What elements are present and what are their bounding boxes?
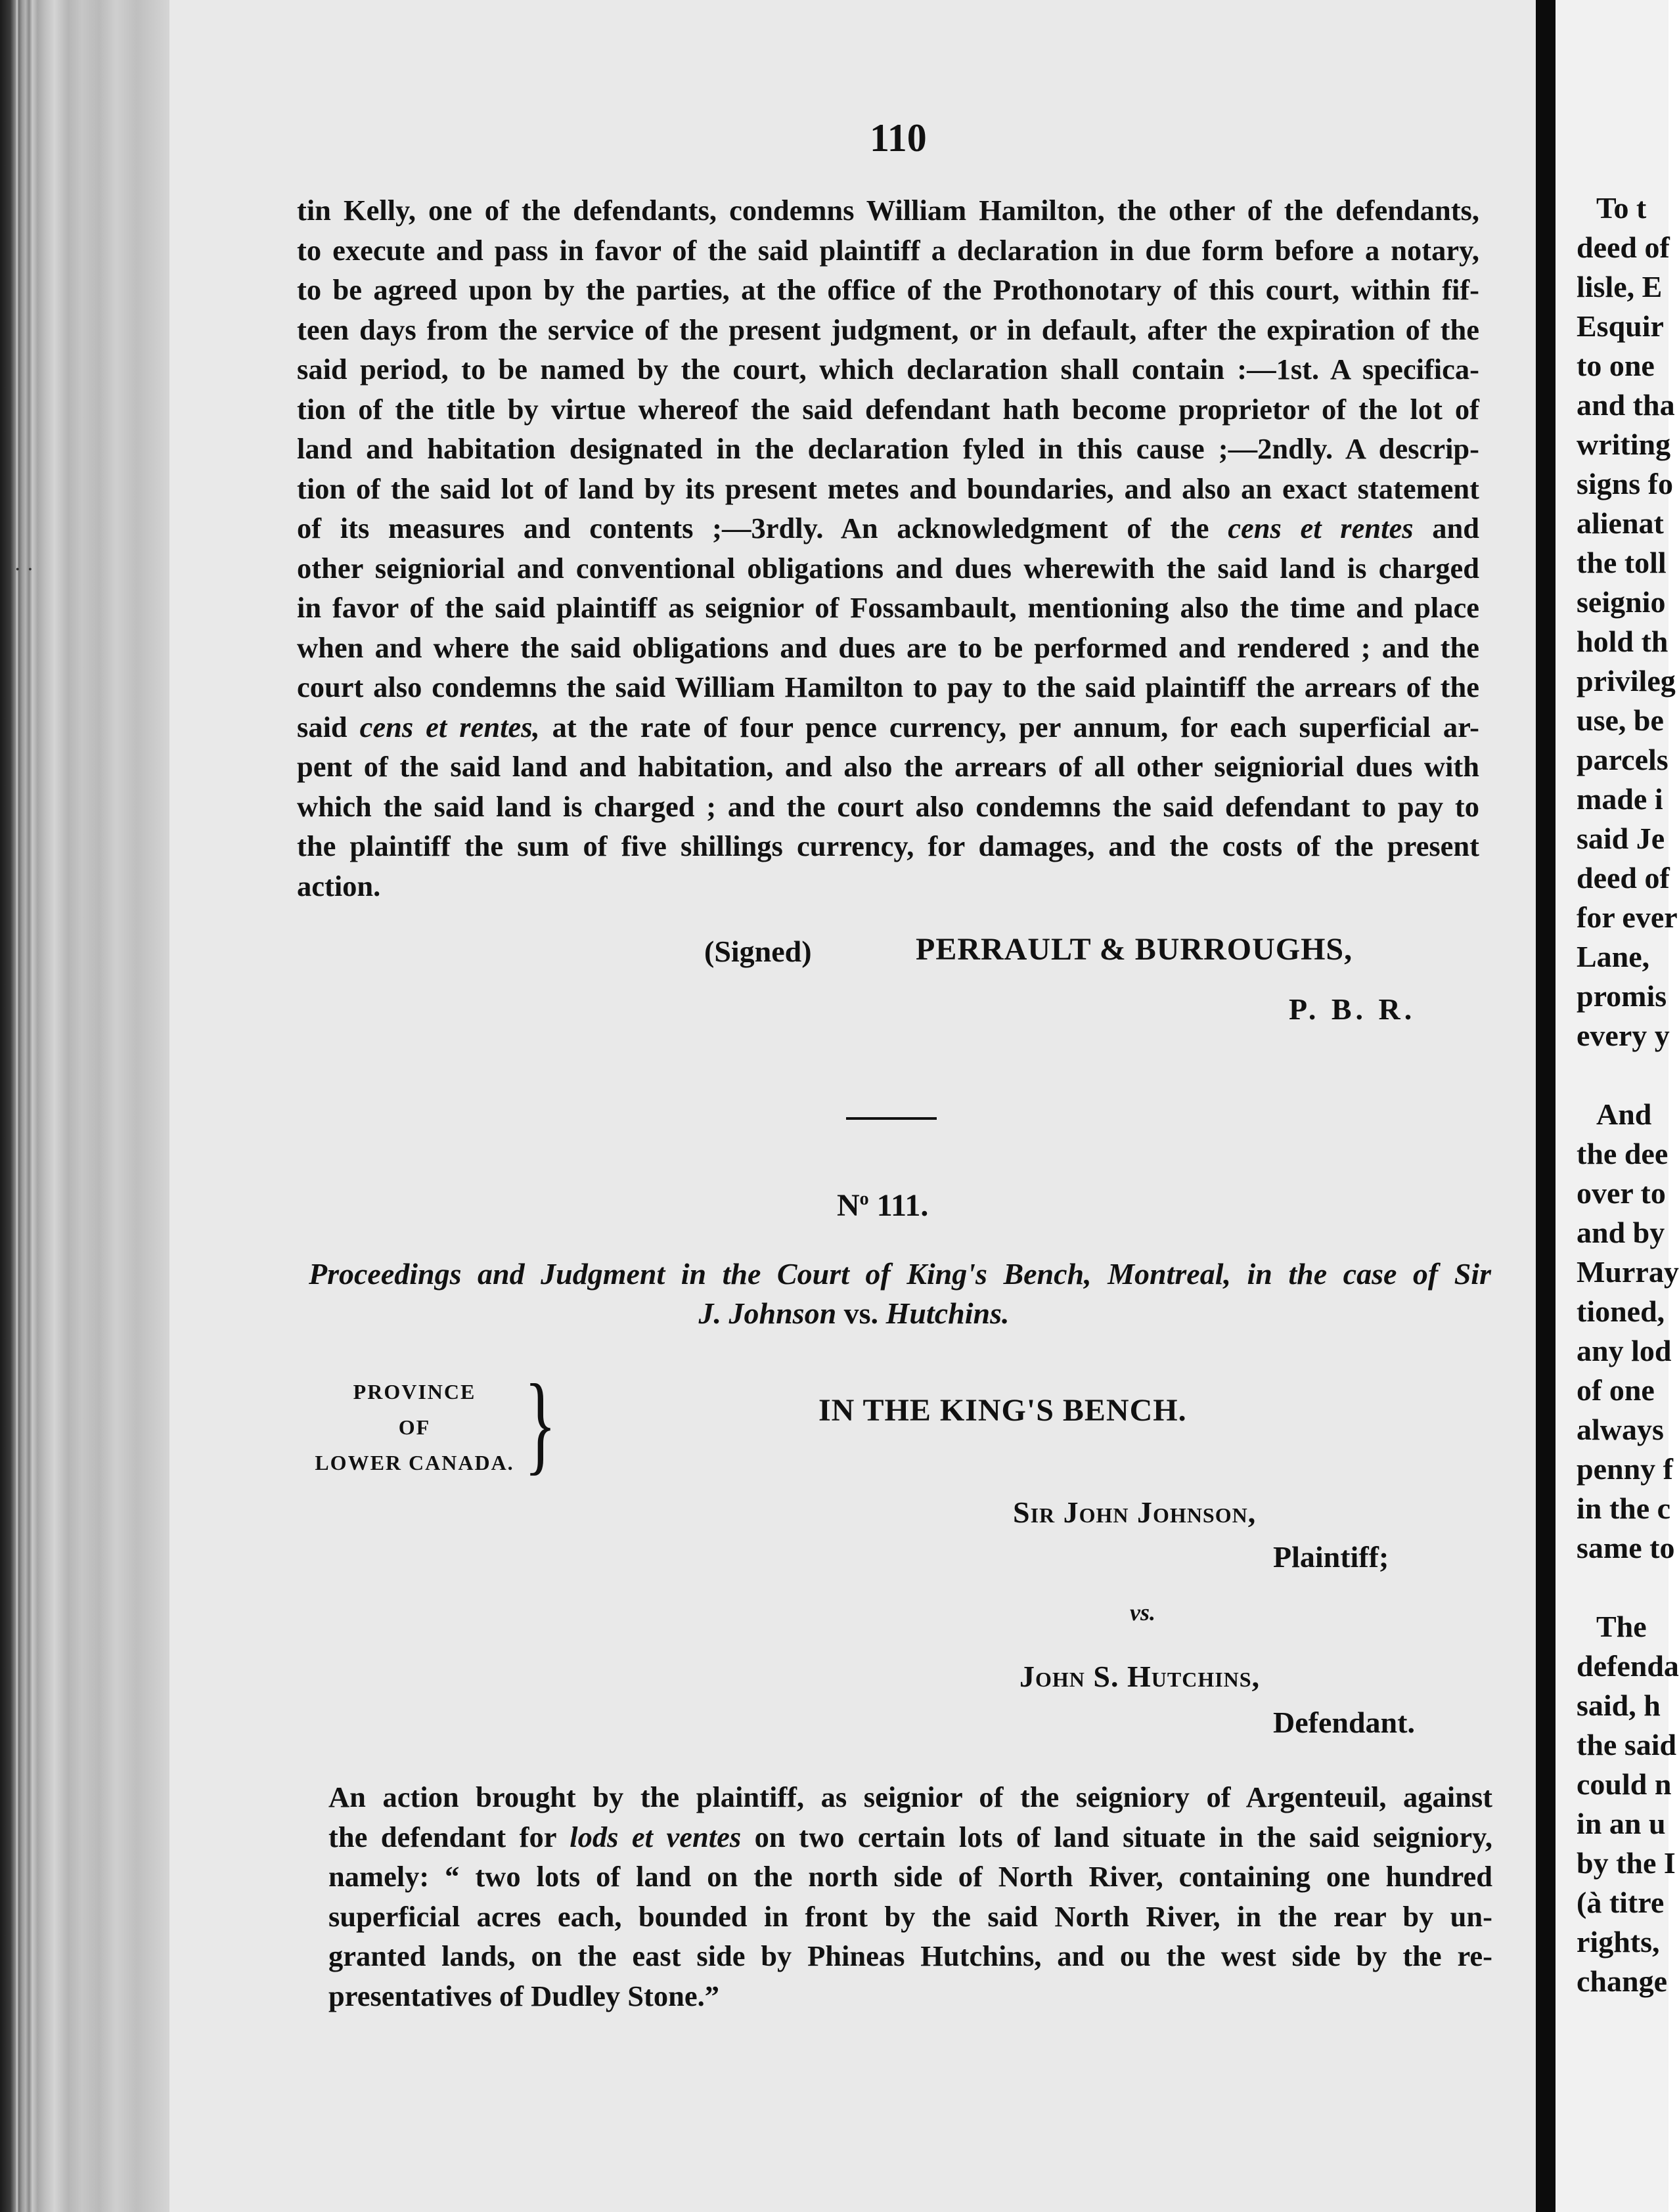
text-line: action. — [297, 869, 381, 902]
book-gutter — [0, 0, 171, 2212]
facing-page-text-fragment: The — [1596, 1610, 1647, 1643]
facing-page-text-fragment: penny f — [1577, 1452, 1673, 1486]
facing-page-text-fragment: Murray — [1577, 1255, 1679, 1289]
facing-page-text-fragment: use, be — [1577, 703, 1664, 737]
text-line: presentatives of Dudley Stone.” — [328, 1979, 719, 2012]
facing-page-text-fragment: made i — [1577, 782, 1663, 816]
defendant-role: Defendant. — [1273, 1706, 1415, 1739]
facing-page-text-fragment: any lod — [1577, 1334, 1672, 1367]
facing-page-text-fragment: could n — [1577, 1767, 1672, 1801]
facing-page-text-fragment: by the I — [1577, 1846, 1676, 1880]
defendant-name: John S. Hutchins, — [1019, 1660, 1261, 1693]
text-line: which the said land is charged ; and the court also condemns the said defendant to pay to — [297, 789, 1479, 823]
facing-page-text-fragment: parcels — [1577, 743, 1668, 776]
case-number-prefix: N — [837, 1188, 860, 1223]
facing-page-text-fragment: Esquir — [1577, 309, 1664, 343]
facing-page-text-fragment: the toll — [1577, 546, 1667, 579]
text-line: the plaintiff the sum of five shillings currency, for damages, and the costs of the present — [297, 830, 1479, 862]
facing-page-text-fragment: for ever — [1577, 900, 1678, 934]
facing-page-text-fragment: tioned, — [1577, 1294, 1665, 1328]
facing-page-text-fragment: the dee — [1577, 1137, 1668, 1170]
text-line: to execute and pass in favor of the said plaintiff a declaration in due form before a notary, — [297, 233, 1479, 267]
text-run: said — [297, 710, 347, 743]
facing-page-text-fragment: in an u — [1577, 1807, 1666, 1840]
facing-page-text-fragment: same to — [1577, 1531, 1675, 1564]
text-run: the defendant for — [328, 1820, 556, 1853]
province-line: PROVINCE — [353, 1380, 476, 1404]
signature-names: PERRAULT & BURROUGHS, — [916, 932, 1353, 967]
facing-page-text-fragment: change — [1577, 1964, 1667, 1998]
facing-page-text-fragment: (à titre — [1577, 1886, 1665, 1919]
text-line: namely: “ two lots of land on the north side of North River, containing one hundred — [328, 1860, 1492, 1893]
text-line — [328, 1817, 1492, 1857]
text-line: granted lands, on the east side by Phineas Hutchins, and ou the west side by the re- — [328, 1939, 1492, 1972]
text-line: to be agreed upon by the parties, at the office of the Prothonotary of this court, within fif- — [297, 273, 1479, 306]
plaintiff-name: Sir John Johnson, — [1013, 1495, 1257, 1529]
text-line: in favor of the said plaintiff as seignior of Fossambault, mentioning also the time and place — [297, 591, 1479, 624]
italic-term: cens et rentes, — [359, 710, 540, 743]
facing-page-text-fragment: writing — [1577, 428, 1671, 461]
facing-page-text-fragment: promis — [1577, 979, 1667, 1013]
facing-page-text-fragment: seignio — [1577, 585, 1666, 619]
case-title — [309, 1254, 1491, 1333]
case-party-b: Hutchins. — [885, 1296, 1010, 1330]
brace-icon: } — [524, 1361, 556, 1485]
province-line: LOWER CANADA. — [315, 1451, 514, 1474]
case-number — [837, 1187, 928, 1224]
case-number-sup: o — [859, 1189, 869, 1209]
page-number: 110 — [870, 116, 927, 160]
facing-page-text-fragment: said Je — [1577, 822, 1665, 855]
case-number-value: 111. — [868, 1188, 929, 1223]
italic-term: cens et rentes — [1228, 512, 1414, 544]
italic-term: lods et ventes — [570, 1820, 742, 1853]
text-line: pent of the said land and habitation, and also the arrears of all other seigniorial dues with — [297, 750, 1479, 783]
facing-page-text-fragment: defenda — [1577, 1649, 1679, 1683]
facing-page-text-fragment: of one — [1577, 1373, 1655, 1407]
case-versus: vs. — [836, 1296, 886, 1330]
court-heading: IN THE KING'S BENCH. — [818, 1393, 1187, 1428]
text-line: tion of the title by virtue whereof the said defendant hath become proprietor of the lot of — [297, 392, 1479, 426]
signed-label: (Signed) — [704, 935, 812, 968]
facing-page-text-fragment: To t — [1596, 191, 1647, 225]
facing-page-text-fragment: lisle, E — [1577, 270, 1663, 303]
case-title-line — [309, 1294, 1491, 1333]
province-line: OF — [398, 1415, 431, 1439]
case-party-a: J. Johnson — [698, 1296, 837, 1330]
case-title-line: Proceedings and Judgment in the Court of King's Bench, Montreal, in the case of Sir — [309, 1257, 1491, 1291]
facing-page-text-fragment: in the c — [1577, 1492, 1671, 1525]
signature-initials: P. B. R. — [1289, 992, 1416, 1026]
opening-paragraph — [297, 190, 1479, 906]
book-spine — [1536, 0, 1556, 2212]
text-line: tin Kelly, one of the defendants, condemns William Hamilton, the other of the defendants, — [297, 194, 1479, 227]
margin-marks: · · — [14, 558, 34, 581]
facing-page-text-fragment: privileg — [1577, 664, 1676, 697]
facing-page-text-fragment: and tha — [1577, 388, 1675, 422]
facing-page-text-fragment: and by — [1577, 1216, 1665, 1249]
facing-page-text-fragment: Lane, — [1577, 940, 1650, 973]
facing-page-text-fragment: the said — [1577, 1728, 1677, 1761]
facing-page-text-fragment: rights, — [1577, 1925, 1660, 1958]
right-page-edge — [1556, 0, 1679, 2212]
text-line: other seigniorial and conventional obligations and dues wherewith the said land is charged — [297, 551, 1479, 585]
facing-page-text-fragment: said, h — [1577, 1689, 1661, 1722]
facing-page-text-fragment: alienat — [1577, 506, 1664, 540]
text-line: said period, to be named by the court, which declaration shall contain :—1st. A specifica- — [297, 353, 1479, 386]
text-run: and — [1413, 512, 1480, 544]
text-line — [297, 508, 1479, 548]
text-run: at the rate of four pence currency, per annum, for each superficial ar- — [539, 710, 1480, 743]
text-line: superficial acres each, bounded in front by the said North River, in the rear by un- — [328, 1899, 1492, 1933]
facing-page-text-fragment: deed of — [1577, 231, 1670, 264]
facing-page-text-fragment: signs fo — [1577, 467, 1673, 500]
text-line: when and where the said obligations and dues are to be performed and rendered ; and the — [297, 630, 1479, 664]
province-block — [306, 1374, 523, 1480]
text-run: on two certain lots of land situate in the said seigniory, — [741, 1820, 1493, 1853]
text-line — [297, 707, 1479, 747]
action-paragraph — [328, 1777, 1492, 2016]
text-line: tion of the said lot of land by its present metes and boundaries, and also an exact statement — [297, 472, 1479, 505]
plaintiff-role: Plaintiff; — [1273, 1540, 1389, 1574]
facing-page-text-fragment: always — [1577, 1413, 1664, 1446]
text-line: teen days from the service of the present judgment, or in default, after the expiration of the — [297, 313, 1479, 346]
section-divider — [846, 1117, 937, 1120]
facing-page-text-fragment: every y — [1577, 1019, 1670, 1052]
facing-page-text-fragment: to one — [1577, 349, 1655, 382]
versus: vs. — [1130, 1599, 1155, 1626]
text-run: of its measures and contents ;—3rdly. An acknowledgment of the — [297, 512, 1209, 544]
facing-page-text-fragment: over to — [1577, 1176, 1666, 1210]
facing-page-text-fragment: And — [1596, 1097, 1652, 1131]
facing-page-text-fragment: deed of — [1577, 861, 1670, 895]
text-line: land and habitation designated in the declaration fyled in this cause ;—2ndly. A descrip- — [297, 432, 1479, 465]
text-line: An action brought by the plaintiff, as seignior of the seigniory of Argenteuil, against — [328, 1781, 1492, 1813]
text-line: court also condemns the said William Hamilton to pay to the said plaintiff the arrears of the — [297, 671, 1479, 703]
facing-page-text-fragment: hold th — [1577, 625, 1668, 658]
